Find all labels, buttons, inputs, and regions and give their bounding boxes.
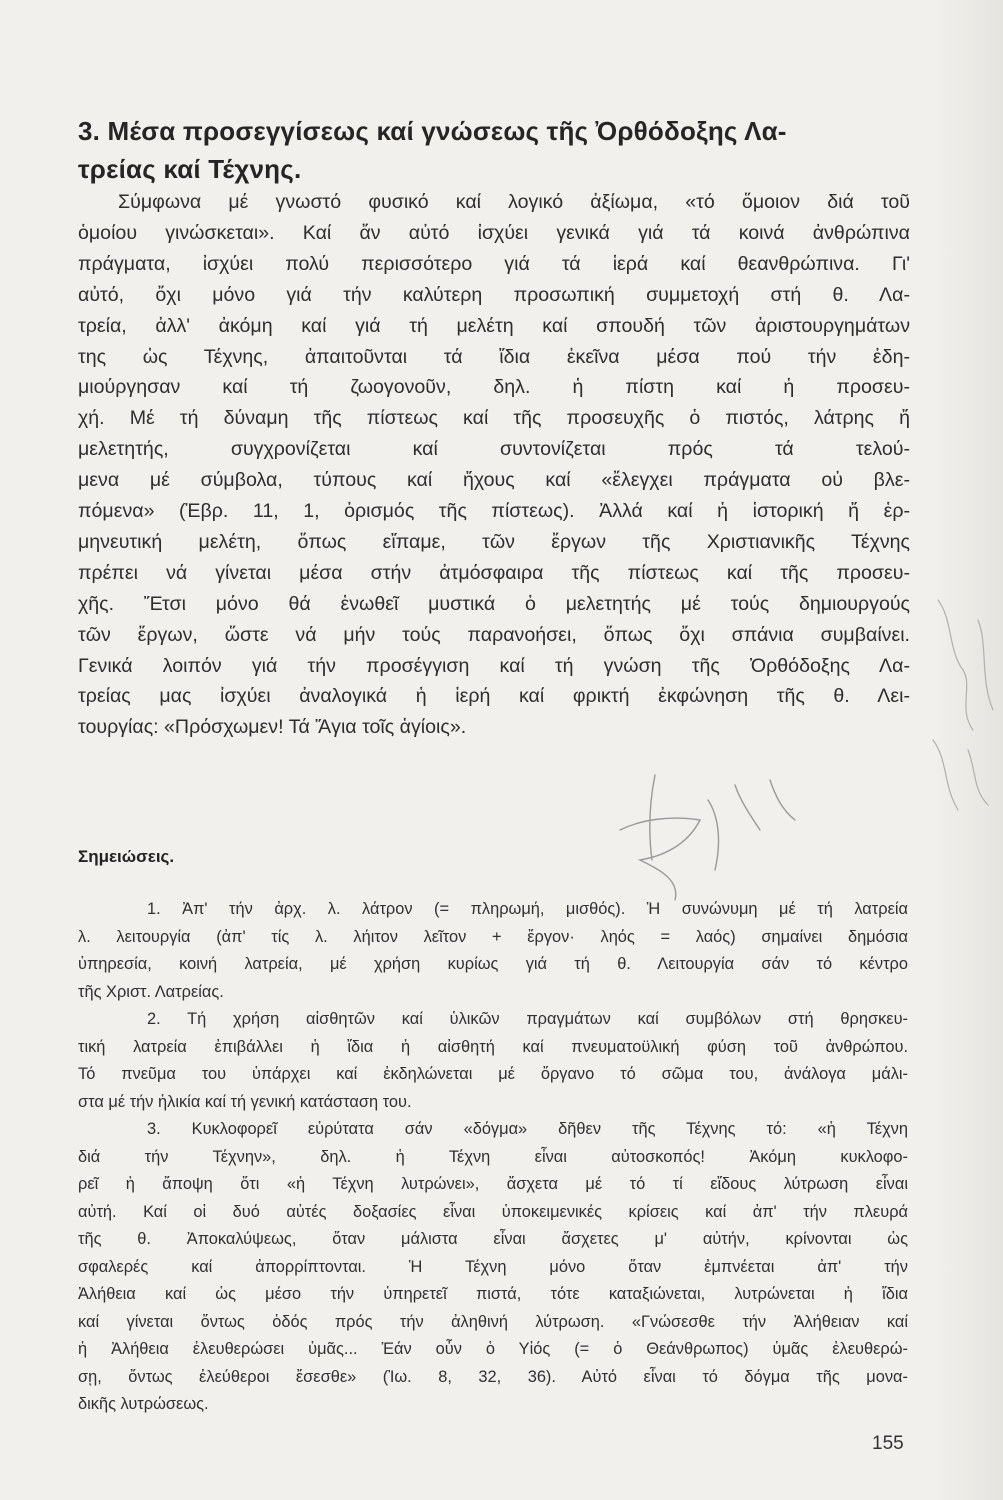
- page-number: 155: [872, 1433, 904, 1454]
- body-line: μηνευτική μελέτη, ὅπως εἴπαμε, τῶν ἔργων τῆς Χριστιανικῆς Τέχνης: [78, 530, 910, 553]
- section-heading-line-1: 3. Μέσα προσεγγίσεως καί γνώσεως τῆς Ὀρθόδοξης Λα-: [78, 116, 787, 146]
- body-line: τρεία, ἀλλ' ἀκόμη καί γιά τή μελέτη καί σπουδή τῶν ἀριστουργημάτων: [78, 314, 910, 337]
- note-line: σῃ, ὄντως ἐλεύθεροι ἔσεσθε» (Ἰω. 8, 32, 36). Αὐτό εἶναι τό δόγμα τῆς μονα-: [78, 1367, 908, 1386]
- note-line: δικῆς λυτρώσεως.: [78, 1395, 209, 1413]
- note-line: καί γίνεται ὄντως ὁδός πρός τήν ἀληθινή λύτρωση. «Γνώσεσθε τήν Ἀλήθειαν καί: [78, 1312, 908, 1331]
- notes-heading: Σημειώσεις.: [78, 847, 175, 866]
- note-line: λ. λειτουργία (ἀπ' τίς λ. λήιτον λεῖτον + ἔργον· ληός = λαός) σημαίνει δημόσια: [78, 927, 908, 946]
- note-line: τῆς θ. Ἀποκαλύψεως, ὅταν μάλιστα εἶναι ἄσχετες μ' αὐτήν, κρίνονται ὡς: [78, 1230, 908, 1248]
- body-line: τῶν ἔργων, ὥστε νά μήν τούς παρανοήσει, ὅπως ὄχι σπάνια συμβαίνει.: [78, 623, 910, 646]
- note-line: τική λατρεία ἐπιβάλλει ἡ ἴδια ἡ αἰσθητή καί πνευματοϋλική φύση τοῦ ἀνθρώπου.: [78, 1037, 908, 1056]
- body-line: πράγματα, ἰσχύει πολύ περισσότερο γιά τά ἱερά καί θεανθρώπινα. Γι': [78, 252, 910, 275]
- body-line: μιούργησαν καί τή ζωογονοῦν, δηλ. ἡ πίστη καί ἡ προσευ-: [78, 376, 910, 399]
- body-line: αὐτό, ὄχι μόνο γιά τήν καλύτερη προσωπική συμμετοχή στή θ. Λα-: [78, 283, 910, 306]
- note-line: Τό πνεῦμα του ὑπάρχει καί ἐκδηλώνεται μέ ὄργανο τό σῶμα του, ἀνάλογα μάλι-: [78, 1065, 908, 1083]
- body-line: χή. Μέ τή δύναμη τῆς πίστεως καί τῆς προσευχῆς ὁ πιστός, λάτρης ἤ: [78, 407, 910, 430]
- note-line: ρεῖ ἡ ἄποψη ὅτι «ἡ Τέχνη λυτρώνει», ἄσχετα μέ τό τί εἴδους λύτρωση εἶναι: [78, 1175, 908, 1193]
- section-heading-line-2: τρείας καί Τέχνης.: [78, 154, 302, 184]
- note-line: σφαλερές καί ἀπορρίπτονται. Ἡ Τέχνη μόνο ὅταν ἐμπνέεται ἀπ' τήν: [78, 1257, 908, 1276]
- body-line: πόμενα» (Ἑβρ. 11, 1, ὁρισμός τῆς πίστεως). Ἀλλά καί ἡ ἱστορική ἤ ἑρ-: [78, 500, 910, 522]
- margin-pencil-scribble: [918, 590, 1003, 820]
- note-line: 1. Ἀπ' τήν ἀρχ. λ. λάτρον (= πληρωμή, μισθός). Ἡ συνώνυμη μέ τή λατρεία: [147, 900, 908, 918]
- note-line: στα μέ τήν ἡλικία καί τή γενική κατάσταση του.: [78, 1092, 412, 1111]
- body-line: ὁμοίου γινώσκεται». Καί ἄν αὐτό ἰσχύει γενικά γιά τά κοινά ἀνθρώπινα: [78, 221, 910, 244]
- body-line: Σύμφωνα μέ γνωστό φυσικό καί λογικό ἀξίωμα, «τό ὅμοιον διά τοῦ: [118, 191, 910, 213]
- body-line: τουργίας: «Πρόσχωμεν! Τά Ἅγια τοῖς ἁγίοις».: [78, 716, 467, 739]
- note-line: αὐτή. Καί οἱ δυό αὐτές δοξασίες εἶναι ὑποκειμενικές κρίσεις καί ἀπ' τήν πλευρά: [78, 1202, 908, 1221]
- note-line: τῆς Χριστ. Λατρείας.: [78, 982, 224, 1001]
- body-line: της ὡς Τέχνης, ἀπαιτοῦνται τά ἴδια ἐκεῖνα μέσα πού τήν ἐδη-: [78, 345, 910, 368]
- body-line: Γενικά λοιπόν γιά τήν προσέγγιση καί τή γνώση τῆς Ὀρθόδοξης Λα-: [78, 654, 910, 677]
- note-line: διά τήν Τέχνην», δηλ. ἡ Τέχνη εἶναι αὐτοσκοπός! Ἀκόμη κυκλοφο-: [78, 1147, 908, 1166]
- note-line: ἡ Ἀλήθεια ἐλευθερώσει ὑμᾶς... Ἐάν οὖν ὁ Υἱός (= ὁ Θεάνθρωπος) ὑμᾶς ἐλευθερώ-: [78, 1340, 908, 1358]
- note-line: 2. Τή χρήση αἰσθητῶν καί ὑλικῶν πραγμάτων καί συμβόλων στή θρησκευ-: [147, 1010, 908, 1028]
- body-line: χῆς. Ἔτσι μόνο θά ἑνωθεῖ μυστικά ὁ μελετητής μέ τούς δημιουργούς: [78, 592, 910, 615]
- note-line: 3. Κυκλοφορεῖ εὐρύτατα σάν «δόγμα» δῆθεν τῆς Τέχνης τό: «ἡ Τέχνη: [147, 1120, 908, 1138]
- note-line: ὑπηρεσία, κοινή λατρεία, μέ χρήση κυρίως γιά τή θ. Λειτουργία σάν τό κέντρο: [78, 955, 908, 973]
- body-line: πρέπει νά γίνεται μέσα στήν ἀτμόσφαιρα τῆς πίστεως καί τῆς προσευ-: [78, 561, 910, 584]
- body-line: μελετητής, συγχρονίζεται καί συντονίζεται πρός τά τελού-: [78, 438, 910, 461]
- note-line: Ἀλήθεια καί ὡς μέσο τήν ὑπηρετεῖ πιστά, τότε καταξιώνεται, λυτρώνεται ἡ ἴδια: [78, 1285, 908, 1303]
- body-line: μενα μέ σύμβολα, τύπους καί ἤχους καί «ἔλεγχει πράγματα οὐ βλε-: [78, 469, 910, 492]
- section-heading: [78, 112, 913, 188]
- body-line: τρείας μας ἰσχύει ἀναλογικά ἡ ἱερή καί φρικτή ἐκφώνηση τῆς θ. Λει-: [78, 685, 910, 708]
